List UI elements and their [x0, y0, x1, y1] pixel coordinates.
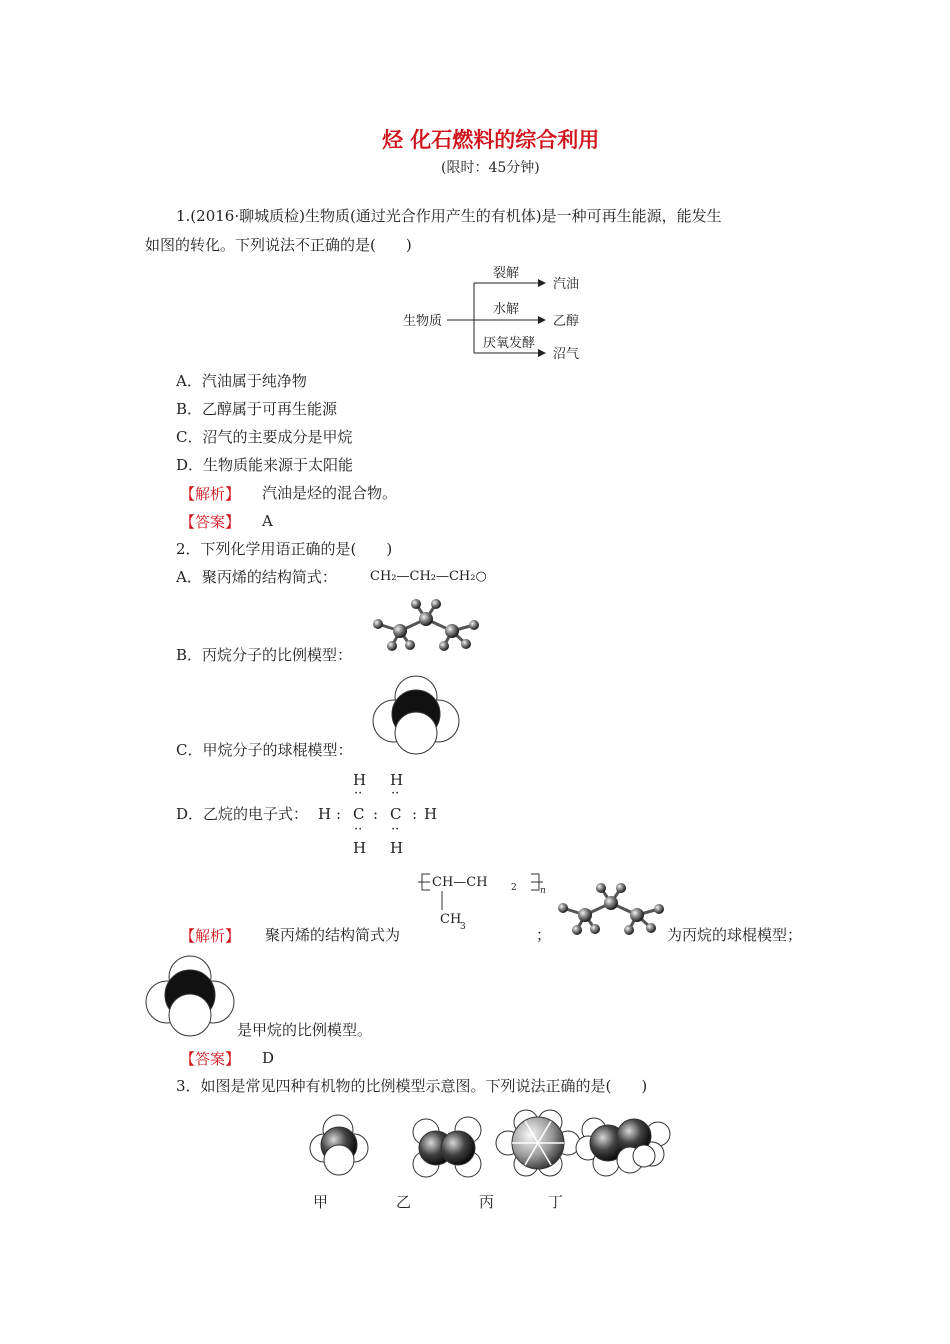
- lewis-c-1: C: [353, 805, 365, 823]
- propane-ball-stick-model-analysis: [555, 882, 667, 938]
- lewis-h-top-2: H: [390, 771, 404, 789]
- lewis-c-2: C: [390, 805, 402, 823]
- q1-stem-line1: 1.(2016·聊城质检)生物质(通过光合作用产生的有机体)是一种可再生能源，能发生: [176, 207, 722, 225]
- lewis-dots-3: ··: [354, 822, 363, 837]
- lewis-dots-2: ··: [391, 786, 400, 801]
- diagram-source: 生物质: [403, 314, 443, 329]
- q2-semicolon: ；: [536, 926, 552, 944]
- propane-ball-stick-model-b: [370, 598, 482, 654]
- diagram-product-2: 乙醇: [553, 314, 580, 329]
- q2-option-a-formula: CH₂—CH₂—CH₂○: [370, 569, 487, 584]
- poly-n: n: [540, 886, 546, 896]
- lewis-h-right: H: [424, 805, 438, 823]
- q1-option-b: B．乙醇属于可再生能源: [176, 400, 338, 418]
- lewis-h-top-1: H: [353, 771, 367, 789]
- q3-stem: 3．如图是常见四种有机物的比例模型示意图。下列说法正确的是( ): [176, 1077, 648, 1095]
- q2-answer-tag: 【答案】: [180, 1050, 241, 1068]
- lewis-h-bottom-1: H: [353, 839, 367, 857]
- q3-label-jia: 甲: [313, 1193, 329, 1211]
- q1-answer: A: [262, 512, 273, 530]
- diagram-process-1: 裂解: [493, 266, 520, 281]
- q2-stem: 2．下列化学用语正确的是( ): [176, 540, 393, 558]
- diagram-product-3: 沼气: [553, 347, 580, 362]
- q1-option-d: D．生物质能来源于太阳能: [176, 456, 354, 474]
- poly-sub-2: 2: [511, 883, 517, 893]
- q2-option-d: D．乙烷的电子式：: [176, 805, 309, 823]
- q1-analysis: 汽油是烃的混合物。: [262, 484, 398, 502]
- lewis-h-bottom-2: H: [390, 839, 404, 857]
- page-subtitle: (限时：45分钟): [441, 160, 540, 176]
- diagram-product-1: 汽油: [553, 277, 580, 292]
- model-jia: [310, 1115, 368, 1175]
- q3-label-bing: 丙: [479, 1193, 495, 1211]
- q2-option-a: A．聚丙烯的结构简式：: [176, 568, 337, 586]
- model-bing: [496, 1110, 580, 1176]
- q2-analysis-part1: 聚丙烯的结构简式为: [265, 926, 401, 944]
- poly-sub-3: 3: [460, 922, 466, 932]
- q2-option-c: C．甲烷分子的球棍模型：: [176, 741, 353, 759]
- lewis-h-left: H: [318, 805, 332, 823]
- q2-option-b: B．丙烷分子的比例模型：: [176, 646, 353, 664]
- lewis-dots-4: ··: [391, 822, 400, 837]
- q3-label-yi: 乙: [396, 1193, 412, 1211]
- q3-label-ding: 丁: [548, 1193, 564, 1211]
- poly-branch: CH: [440, 912, 462, 927]
- diagram-process-2: 水解: [493, 302, 520, 317]
- polypropylene-structure: [418, 872, 546, 934]
- q1-option-a: A．汽油属于纯净物: [176, 372, 307, 390]
- model-ding: [576, 1118, 670, 1176]
- q2-answer: D: [262, 1049, 275, 1067]
- ethane-lewis-structure: [318, 768, 448, 858]
- diagram-process-3: 厌氧发酵: [483, 336, 536, 351]
- page-title: 烃 化石燃料的综合利用: [382, 127, 600, 152]
- q2-analysis-part2: 为丙烷的球棍模型；: [667, 926, 803, 944]
- methane-space-filling-model-analysis: [145, 955, 237, 1037]
- poly-main-chain: CH—CH: [432, 875, 488, 890]
- lewis-dots-1: ··: [354, 786, 363, 801]
- q2-analysis-tag: 【解析】: [180, 927, 241, 945]
- lewis-colon-2: :: [373, 805, 379, 823]
- four-molecule-space-filling-models: [308, 1108, 676, 1178]
- q1-stem-line2: 如图的转化。下列说法不正确的是( ): [145, 236, 412, 254]
- q2-analysis-part3: 是甲烷的比例模型。: [237, 1021, 373, 1039]
- biomass-conversion-diagram: [395, 262, 595, 362]
- model-yi: [413, 1117, 481, 1177]
- lewis-colon-3: :: [412, 805, 418, 823]
- methane-space-filling-model-c: [372, 675, 462, 755]
- q1-option-c: C．沼气的主要成分是甲烷: [176, 428, 353, 446]
- q1-analysis-tag: 【解析】: [180, 485, 241, 503]
- lewis-colon-1: :: [336, 805, 342, 823]
- q1-answer-tag: 【答案】: [180, 513, 241, 531]
